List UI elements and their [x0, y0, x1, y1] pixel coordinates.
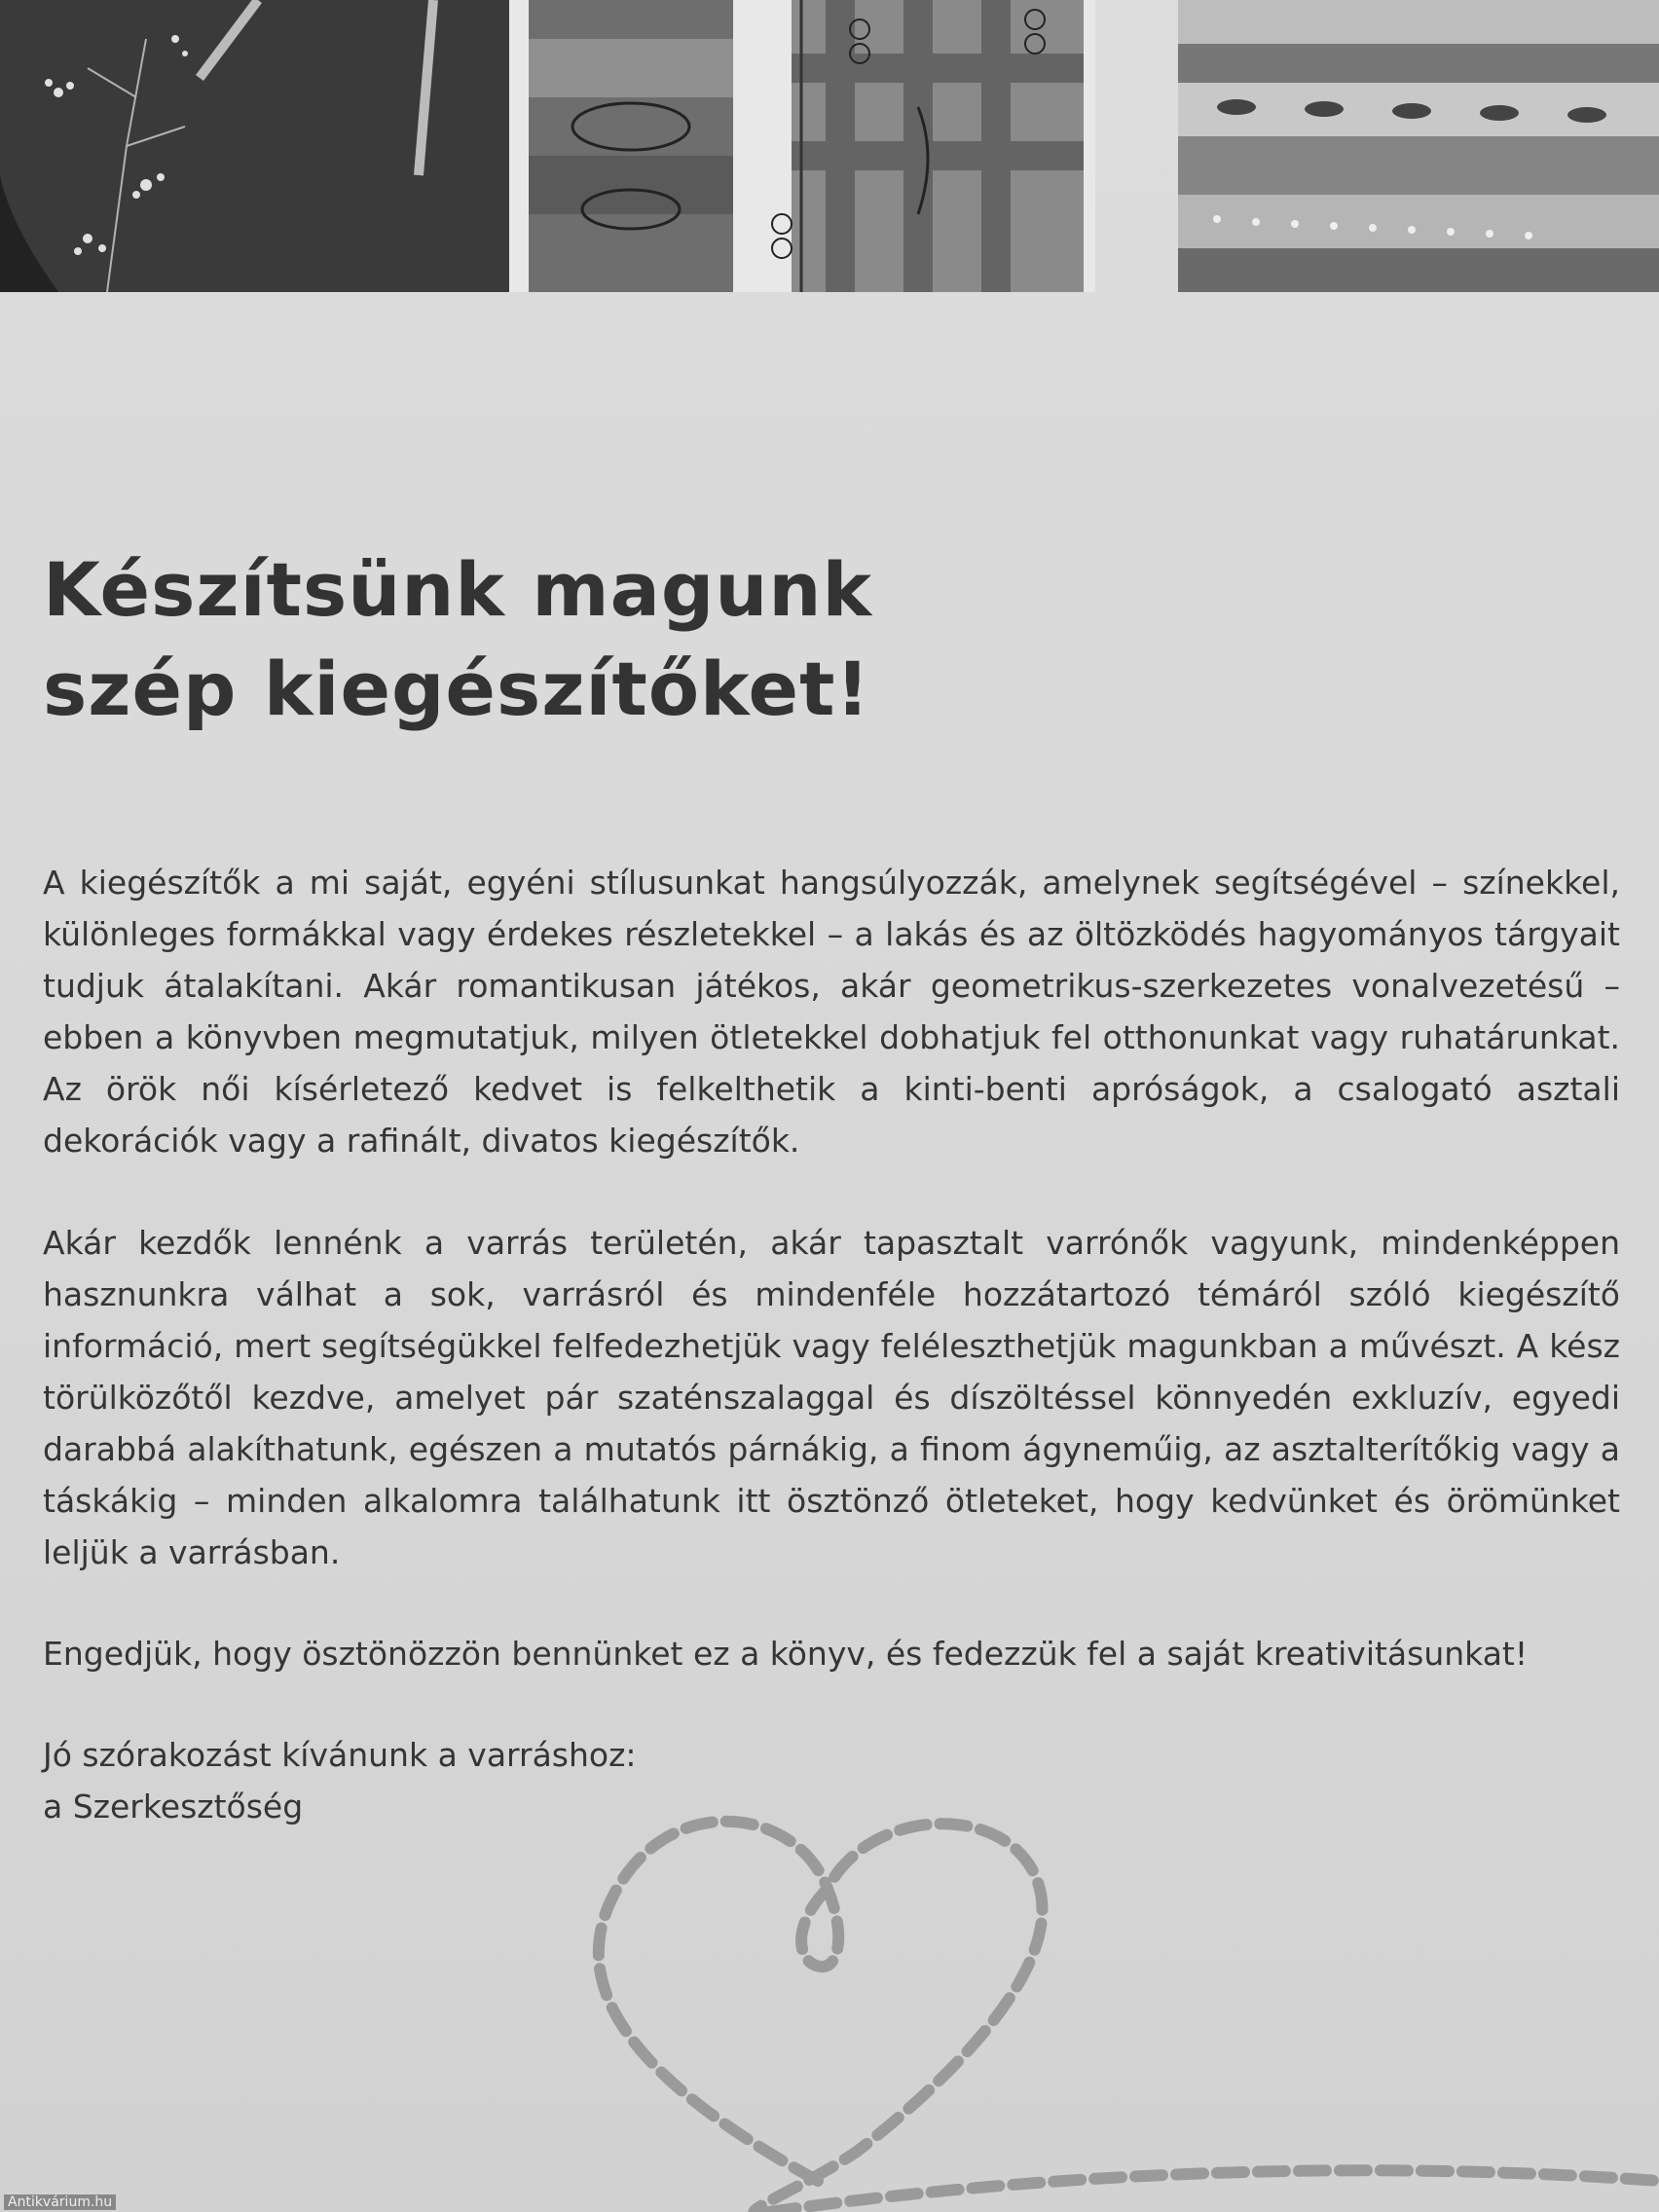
title-line-1: Készítsünk magunk	[43, 546, 873, 633]
watermark: Antikvárium.hu	[4, 2194, 116, 2210]
closing-signoff: a Szerkesztőség	[43, 1788, 304, 1825]
page-title	[43, 540, 1211, 739]
closing-greeting: Jó szórakozást kívánunk a varráshoz:	[43, 1736, 637, 1774]
title-line-2: szép kiegészítőket!	[43, 645, 871, 732]
intro-paragraph-3: Engedjük, hogy ösztönözzön bennünket ez a könyv, és fedezzük fel a saját kreativitásunkat!	[43, 1635, 1529, 1673]
photo-ribbon-pillows	[1178, 0, 1659, 292]
photo-fabric-jars	[509, 0, 1095, 292]
stitched-heart-icon	[574, 1772, 1659, 2212]
intro-paragraph-2: Akár kezdők lennénk a varrás területén, akár tapasztalt varrónők vagyunk, mindenképpen hasznunkra válhat a sok, varrásról és mindenféle hozzátartozó témáról szóló kiegészítő információ, mert segítségükkel felfedezhetjük vagy feléleszthetjük magunkban a művészt. A kész törülközőtől kezdve, amelyet pár szaténszalaggal és díszöltéssel könnyedén exkluzív, egyedi darabbá alakíthatunk, egészen a mutatós párnákig, a finom ágyneműig, az asztalterítőkig vagy a táskákig – minden alkalomra találhatunk itt ösztönző ötleteket, hogy kedvünket és örömünket leljük a varrásban.	[43, 1224, 1620, 1571]
photo-embroidered-cloth	[0, 0, 509, 292]
intro-paragraph-1: A kiegészítők a mi saját, egyéni stílusunkat hangsúlyozzák, amelynek segítségével – színekkel, különleges formákkal vagy érdekes részletekkel – a lakás és az öltözködés hagyományos tárgyait tudjuk átalakítani. Akár romantikusan játékos, akár geometrikus-szerkezetes vonalvezetésű – ebben a könyvben megmutatjuk, milyen ötletekkel dobhatjuk fel otthonunkat vagy ruhatárunkat. Az örök női kísérletező kedvet is felkelthetik a kinti-benti apróságok, a csalogató asztali dekorációk vagy a rafinált, divatos kiegészítők.	[43, 864, 1620, 1160]
